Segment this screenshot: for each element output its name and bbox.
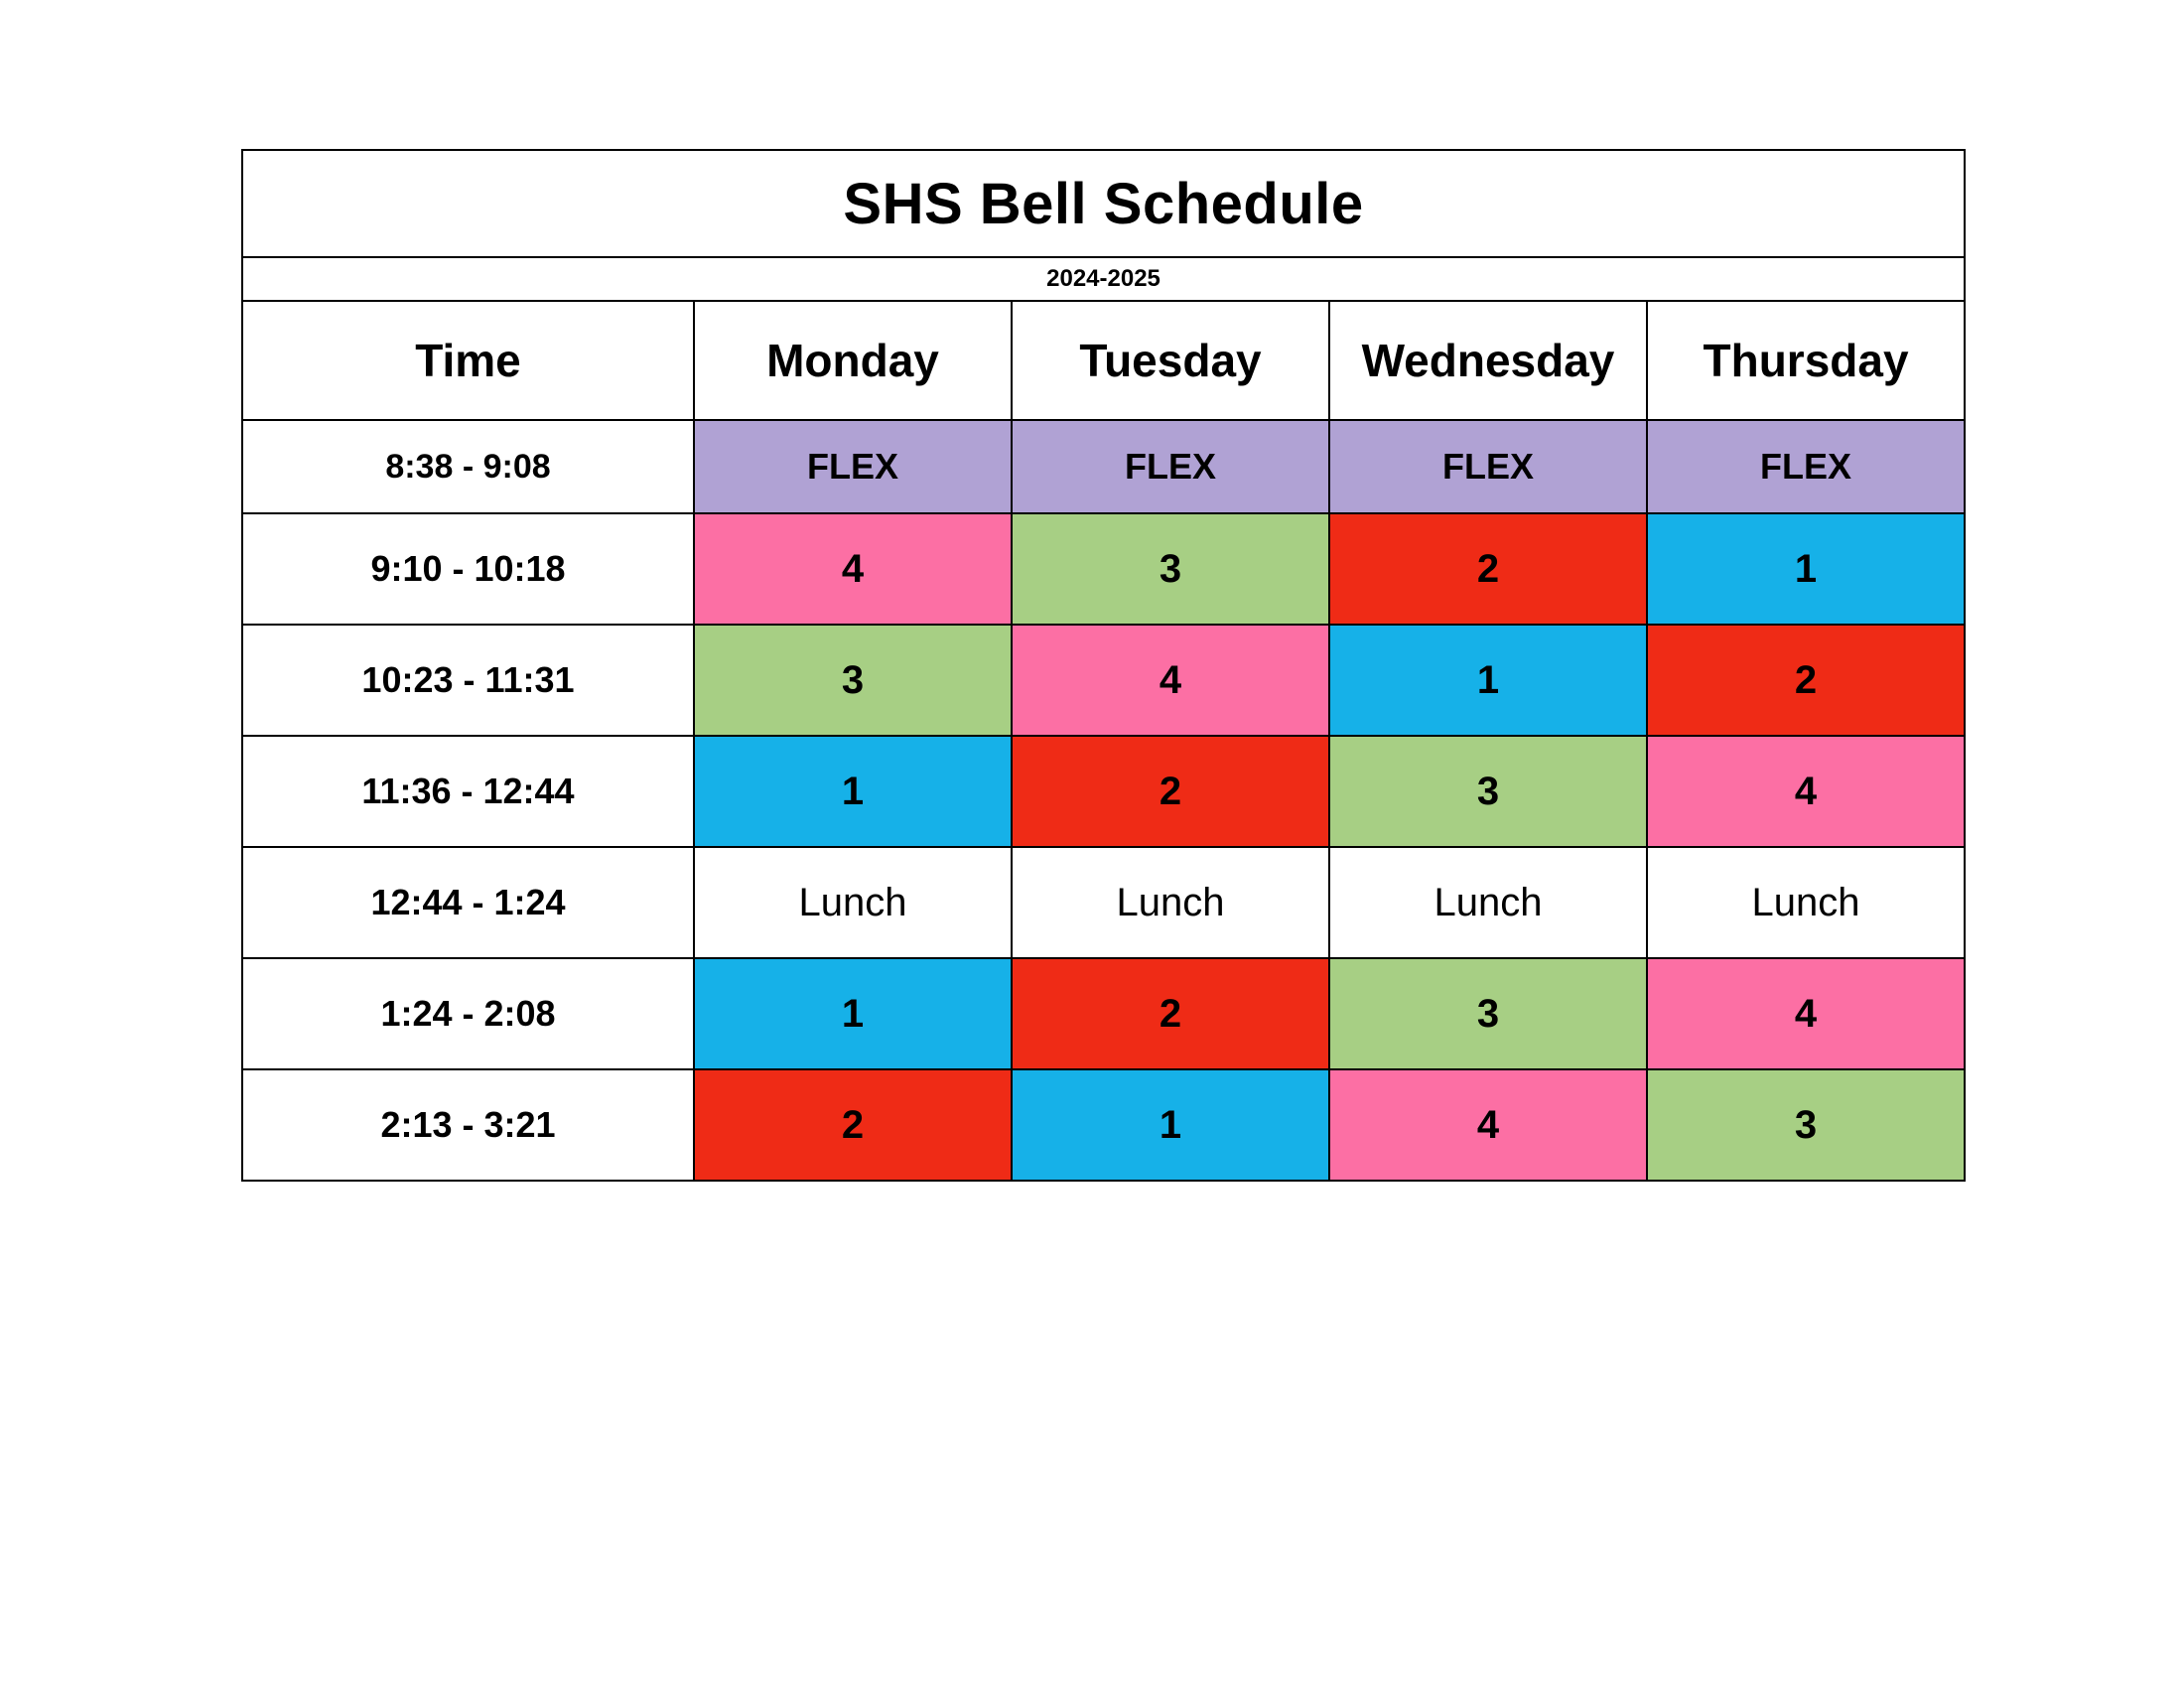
schedule-cell: 1	[694, 958, 1012, 1069]
schedule-cell: 2	[694, 1069, 1012, 1181]
subtitle-row	[242, 257, 1965, 301]
table-header-row	[242, 301, 1965, 420]
schedule-cell: FLEX	[694, 420, 1012, 513]
column-header-day: Monday	[694, 301, 1012, 420]
table-row	[242, 736, 1965, 847]
school-year-subtitle: 2024-2025	[242, 257, 1965, 301]
table-row	[242, 958, 1965, 1069]
schedule-cell: 4	[1012, 625, 1329, 736]
schedule-cell: Lunch	[694, 847, 1012, 958]
schedule-cell: 2	[1329, 513, 1647, 625]
table-row	[242, 1069, 1965, 1181]
bell-schedule-table	[241, 149, 1966, 1182]
schedule-cell: 4	[694, 513, 1012, 625]
schedule-cell: 1	[1012, 1069, 1329, 1181]
schedule-cell: Lunch	[1012, 847, 1329, 958]
time-slot-label: 2:13 - 3:21	[242, 1069, 694, 1181]
table-row	[242, 513, 1965, 625]
time-slot-label: 8:38 - 9:08	[242, 420, 694, 513]
time-slot-label: 12:44 - 1:24	[242, 847, 694, 958]
page-title: SHS Bell Schedule	[242, 150, 1965, 257]
schedule-cell: 3	[694, 625, 1012, 736]
time-slot-label: 11:36 - 12:44	[242, 736, 694, 847]
schedule-cell: 2	[1647, 625, 1965, 736]
schedule-cell: 3	[1012, 513, 1329, 625]
schedule-cell: 4	[1647, 958, 1965, 1069]
time-slot-label: 9:10 - 10:18	[242, 513, 694, 625]
table-row	[242, 420, 1965, 513]
schedule-cell: 1	[1647, 513, 1965, 625]
column-header-day: Tuesday	[1012, 301, 1329, 420]
schedule-cell: FLEX	[1647, 420, 1965, 513]
schedule-cell: FLEX	[1012, 420, 1329, 513]
schedule-cell: 3	[1329, 958, 1647, 1069]
schedule-cell: 2	[1012, 958, 1329, 1069]
time-slot-label: 1:24 - 2:08	[242, 958, 694, 1069]
table-row	[242, 625, 1965, 736]
schedule-cell: Lunch	[1647, 847, 1965, 958]
schedule-cell: 4	[1647, 736, 1965, 847]
schedule-cell: 1	[694, 736, 1012, 847]
schedule-cell: 3	[1647, 1069, 1965, 1181]
schedule-cell: 2	[1012, 736, 1329, 847]
bell-schedule-container	[241, 149, 1964, 1182]
column-header-day: Wednesday	[1329, 301, 1647, 420]
schedule-cell: 1	[1329, 625, 1647, 736]
time-slot-label: 10:23 - 11:31	[242, 625, 694, 736]
column-header-time: Time	[242, 301, 694, 420]
title-row	[242, 150, 1965, 257]
column-header-day: Thursday	[1647, 301, 1965, 420]
schedule-cell: Lunch	[1329, 847, 1647, 958]
table-row	[242, 847, 1965, 958]
schedule-cell: 3	[1329, 736, 1647, 847]
schedule-cell: FLEX	[1329, 420, 1647, 513]
schedule-cell: 4	[1329, 1069, 1647, 1181]
